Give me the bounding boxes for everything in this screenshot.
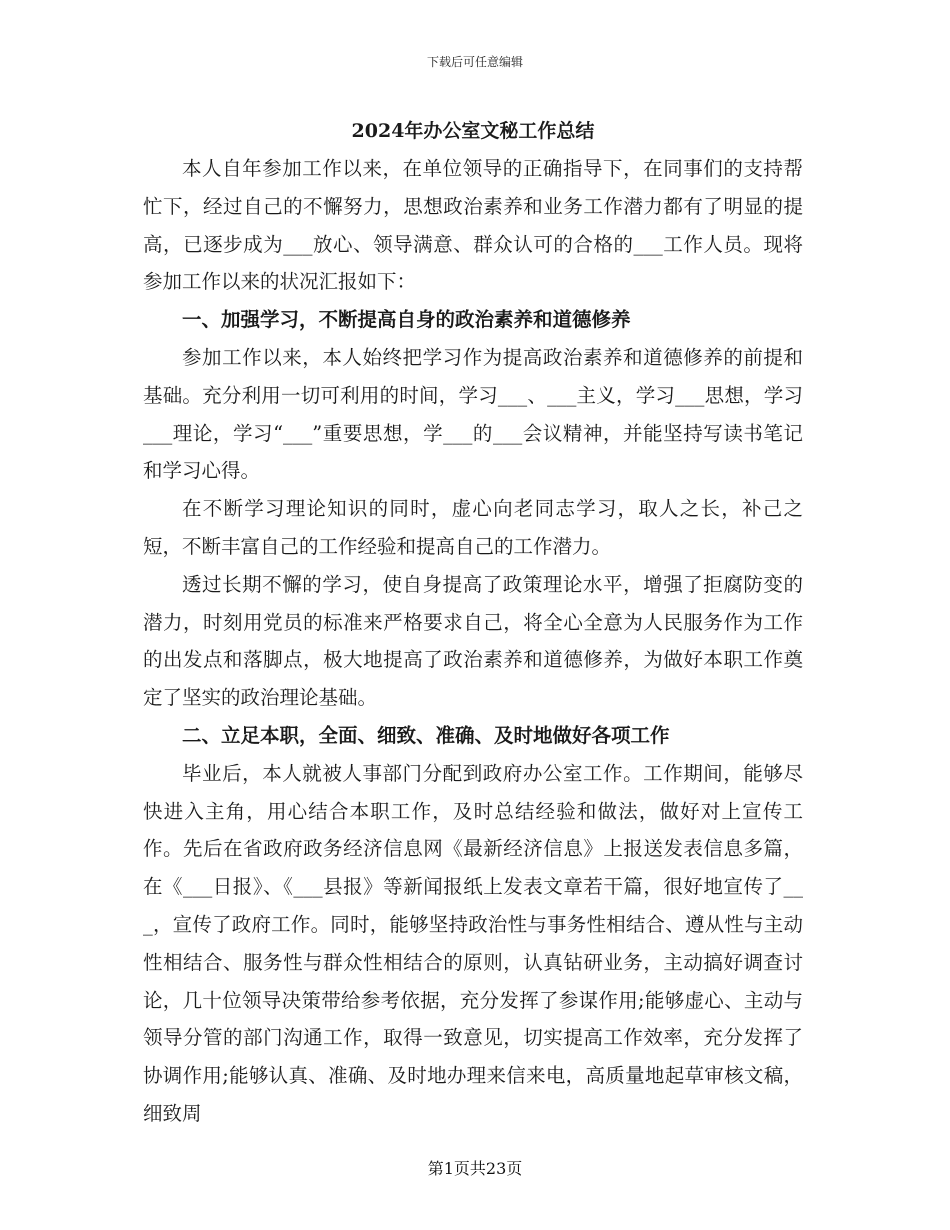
paragraph-work: 毕业后，本人就被人事部门分配到政府办公室工作。工作期间，能够尽快进入主角，用心结合本职工作，及时总结经验和做法，做好对上宣传工作。先后在省政府政务经济信息网《最新经济信息》上报送发表信息多篇，在《___日报》、《___县报》等新闻报纸上发表文章若干篇，很好地宣传了___，宣传了政府工作。同时，能够坚持政治性与事务性相结合、遵从性与主动性相结合、服务性与群众性相结合的原则，认真钻研业务，主动搞好调查讨论，几十位领导决策带给参考依据，充分发挥了参谋作用;能够虚心、主动与领导分管的部门沟通工作，取得一致意见，切实提高工作效率，充分发挥了协调作用;能够认真、准确、及时地办理来信来电，高质量地起草审核文稿，细致周 bbox=[143, 761, 803, 1125]
document-body bbox=[143, 112, 803, 1133]
paragraph-improve: 透过长期不懈的学习，使自身提高了政策理论水平，增强了拒腐防变的潜力，时刻用党员的标准来严格要求自己，将全心全意为人民服务作为工作的出发点和落脚点，极大地提高了政治素养和道德修养，为做好本职工作奠定了坚实的政治理论基础。 bbox=[143, 572, 803, 710]
section-heading-2: 二、立足本职，全面、细致、准确、及时地做好各项工作 bbox=[182, 723, 670, 747]
page-number: 第1页共23页 bbox=[427, 1159, 523, 1178]
section-heading-1: 一、加强学习，不断提高自身的政治素养和道德修养 bbox=[182, 308, 631, 332]
header-note: 下载后可任意编辑 bbox=[426, 55, 523, 69]
paragraph-learn: 在不断学习理论知识的同时，虚心向老同志学习，取人之长，补己之短，不断丰富自己的工作经验和提高自己的工作潜力。 bbox=[143, 497, 803, 558]
paragraph-study: 参加工作以来，本人始终把学习作为提高政治素养和道德修养的前提和基础。充分利用一切可利用的时间，学习___、___主义，学习___思想，学习___理论，学习“___”重要思想，学___的___会议精神，并能坚持写读书笔记和学习心得。 bbox=[143, 345, 803, 483]
document-title: 2024年办公室文秘工作总结 bbox=[351, 120, 595, 142]
paragraph-intro: 本人自年参加工作以来，在单位领导的正确指导下，在同事们的支持帮忙下，经过自己的不懈努力，思想政治素养和业务工作潜力都有了明显的提高，已逐步成为___放心、领导满意、群众认可的合格的___工作人员。现将参加工作以来的状况汇报如下： bbox=[143, 157, 803, 294]
